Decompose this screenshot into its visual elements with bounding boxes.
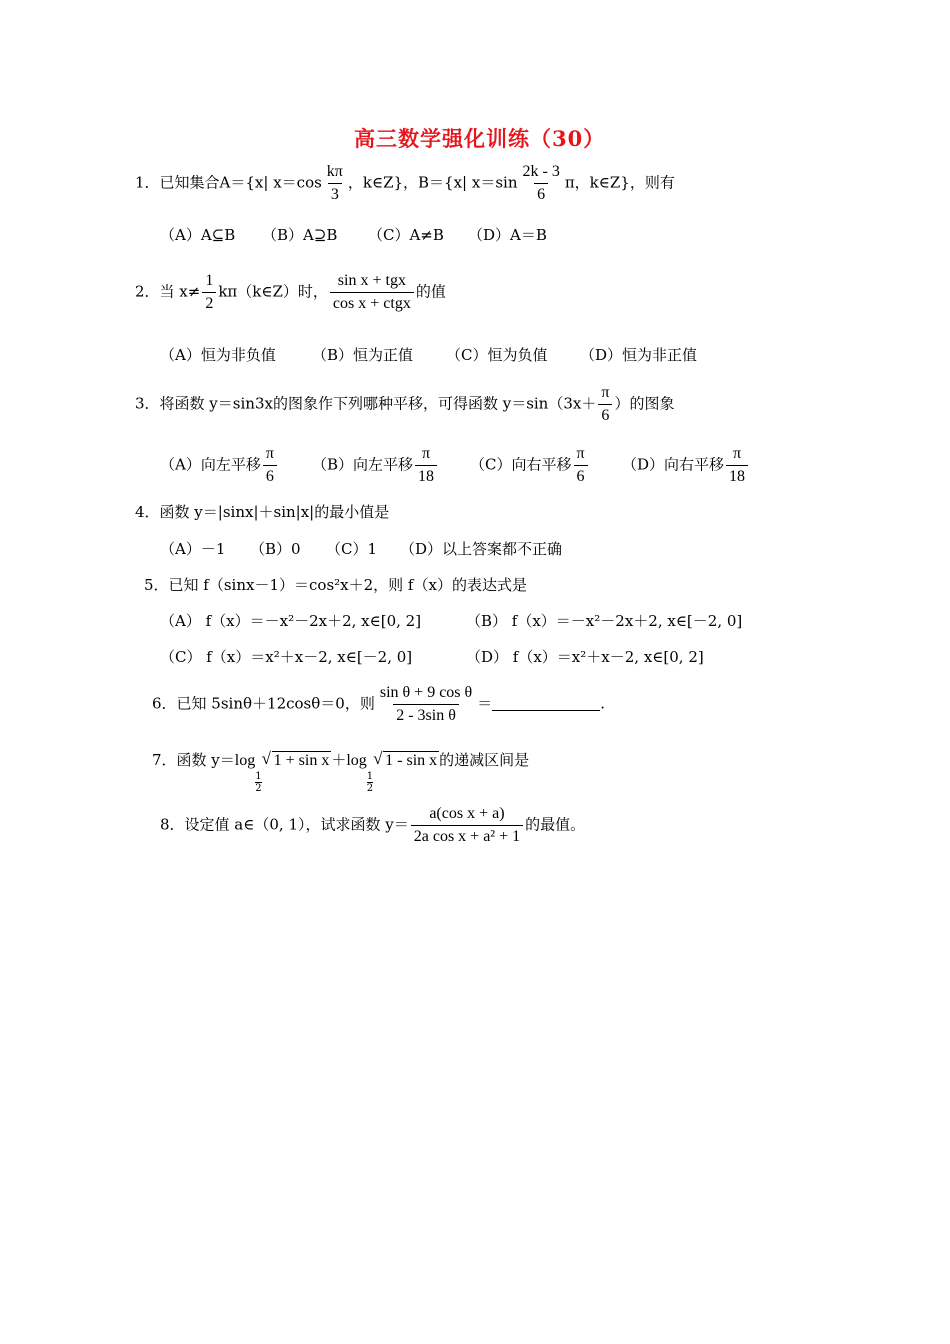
q1-option-a: （A）A⊆B	[160, 226, 236, 244]
q5-option-a: （A） f（x）＝－x²－2x＋2, x∈[0, 2]	[160, 612, 422, 630]
q2-condition: kπ（k∈Z）时，	[218, 282, 328, 301]
q3-option-d	[622, 445, 750, 486]
q7-base-1	[255, 771, 261, 794]
question-2	[135, 272, 446, 313]
q3-fraction	[598, 384, 612, 425]
q1-stem: 1．已知集合	[135, 173, 220, 192]
q3-option-a-label: （A）向左平移	[160, 455, 261, 474]
q2-fraction	[330, 272, 414, 313]
q1-frac1-num: kπ	[326, 163, 343, 180]
question-1	[135, 163, 675, 204]
q5-option-b: （B） f（x）＝－x²－2x＋2, x∈[－2, 0]	[466, 612, 743, 630]
q2-tail: 的值	[415, 282, 446, 301]
q2-half-den: 2	[202, 292, 216, 313]
q5-option-d: （D） f（x）＝x²＋x－2, x∈[0, 2]	[466, 648, 704, 666]
q5-option-c: （C） f（x）＝x²＋x－2, x∈[－2, 0]	[160, 648, 413, 666]
q2-half	[202, 272, 216, 313]
q3-option-c	[470, 445, 590, 486]
q8-stem: 8．设定值 a∈（0, 1），试求函数 y＝	[160, 815, 409, 834]
q7-base-2	[367, 771, 373, 794]
q4-option-d: （D）以上答案都不正确	[400, 540, 563, 558]
q3-frac-num: π	[601, 384, 610, 401]
q2-stem: 2．当 x≠	[135, 282, 201, 301]
q3-d-num: π	[732, 445, 742, 462]
q1-mid: ，k∈Z}，B＝{x| x＝sin	[347, 173, 518, 192]
q3-b-num: π	[421, 445, 431, 462]
q3-a-num: π	[265, 445, 274, 462]
q3-option-c-frac	[573, 445, 587, 486]
q1-frac1-den: 3	[328, 183, 342, 204]
q2-frac-num: sin x + tgx	[337, 272, 406, 289]
q2-option-b: （B）恒为正值	[312, 346, 414, 364]
q7-radical-2: √	[373, 749, 383, 768]
q1-option-d: （D）A＝B	[468, 226, 547, 244]
q4-option-b: （B）0	[250, 540, 301, 558]
q7-radical-1: √	[261, 749, 271, 768]
question-5: 5．已知 f（sinx－1）＝cos²x＋2，则 f（x）的表达式是	[144, 576, 527, 594]
q7-base1-den: 2	[255, 783, 262, 794]
q1-fraction-2	[520, 163, 563, 204]
q8-frac-num: a(cos x + a)	[429, 805, 505, 822]
q8-frac-den: 2a cos x + a² + 1	[411, 825, 523, 846]
q1-frac2-den: 6	[534, 183, 548, 204]
q2-option-a: （A）恒为非负值	[160, 346, 276, 364]
q1-fraction-1	[324, 163, 346, 204]
q7-log-1: log	[234, 752, 256, 769]
q7-radicand-1: 1 + sin x	[273, 752, 330, 769]
q2-option-d: （D）恒为非正值	[580, 346, 698, 364]
q3-option-b	[312, 445, 439, 486]
q7-base1-num: 1	[255, 771, 262, 782]
q7-stem: 7．函数 y＝	[152, 751, 235, 769]
question-6	[152, 684, 605, 725]
question-3	[135, 384, 674, 425]
q3-option-b-frac	[415, 445, 437, 486]
q2-half-num: 1	[205, 272, 214, 289]
q3-stem: 3．将函数 y＝sin3x的图象作下列哪种平移，可得函数 y＝sin（3x＋	[135, 394, 597, 413]
q3-tail: ）的图象	[614, 394, 675, 413]
q3-a-den: 6	[263, 465, 277, 486]
q6-stem: 6．已知 5sinθ＋12cosθ＝0，则	[152, 694, 375, 713]
q3-option-c-label: （C）向右平移	[470, 455, 572, 474]
q1-set-a: A＝{x| x＝cos	[219, 173, 322, 192]
q2-frac-den: cos x + ctgx	[330, 292, 414, 313]
q6-frac-den: 2 - 3sin θ	[393, 704, 459, 725]
q4-option-c: （C）1	[326, 540, 378, 558]
q6-equals: ＝	[477, 694, 493, 713]
q3-option-a-frac	[263, 445, 277, 486]
q7-tail: 的递减区间是	[439, 751, 530, 769]
q3-frac-den: 6	[598, 404, 612, 425]
q7-base2-den: 2	[366, 783, 374, 794]
q7-plus: ＋	[331, 751, 347, 769]
question-4: 4．函数 y＝|sinx|＋sin|x|的最小值是	[135, 503, 390, 521]
q3-c-num: π	[576, 445, 585, 462]
q8-tail: 的最值。	[525, 815, 586, 834]
q3-option-d-label: （D）向右平移	[622, 455, 725, 474]
q3-option-a	[160, 445, 279, 486]
page-title: 高三数学强化训练（30）	[354, 126, 606, 151]
q1-option-c: （C）A≠B	[368, 226, 444, 244]
q1-frac2-num: 2k - 3	[522, 163, 560, 180]
q7-log-2: log	[346, 752, 367, 769]
q6-answer-blank	[492, 696, 600, 711]
question-8	[160, 805, 585, 846]
q3-option-b-label: （B）向左平移	[312, 455, 414, 474]
q2-option-c: （C）恒为负值	[446, 346, 548, 364]
q1-option-b: （B）A⊇B	[262, 226, 338, 244]
q6-frac-num: sin θ + 9 cos θ	[379, 684, 473, 701]
q6-fraction	[377, 684, 475, 725]
q3-d-den: 18	[726, 465, 748, 486]
q7-sqrt-1	[262, 751, 332, 771]
q4-option-a: （A）－1	[160, 540, 226, 558]
q6-period: .	[600, 694, 605, 713]
q3-c-den: 6	[574, 465, 588, 486]
q1-tail: π，k∈Z}，则有	[564, 173, 675, 192]
q8-fraction	[411, 805, 523, 846]
q3-option-d-frac	[726, 445, 748, 486]
question-7	[152, 750, 529, 794]
q7-radicand-2: 1 - sin x	[385, 752, 438, 769]
q7-base2-num: 1	[366, 771, 374, 782]
q3-b-den: 18	[415, 465, 437, 486]
q7-sqrt-2	[373, 751, 439, 771]
